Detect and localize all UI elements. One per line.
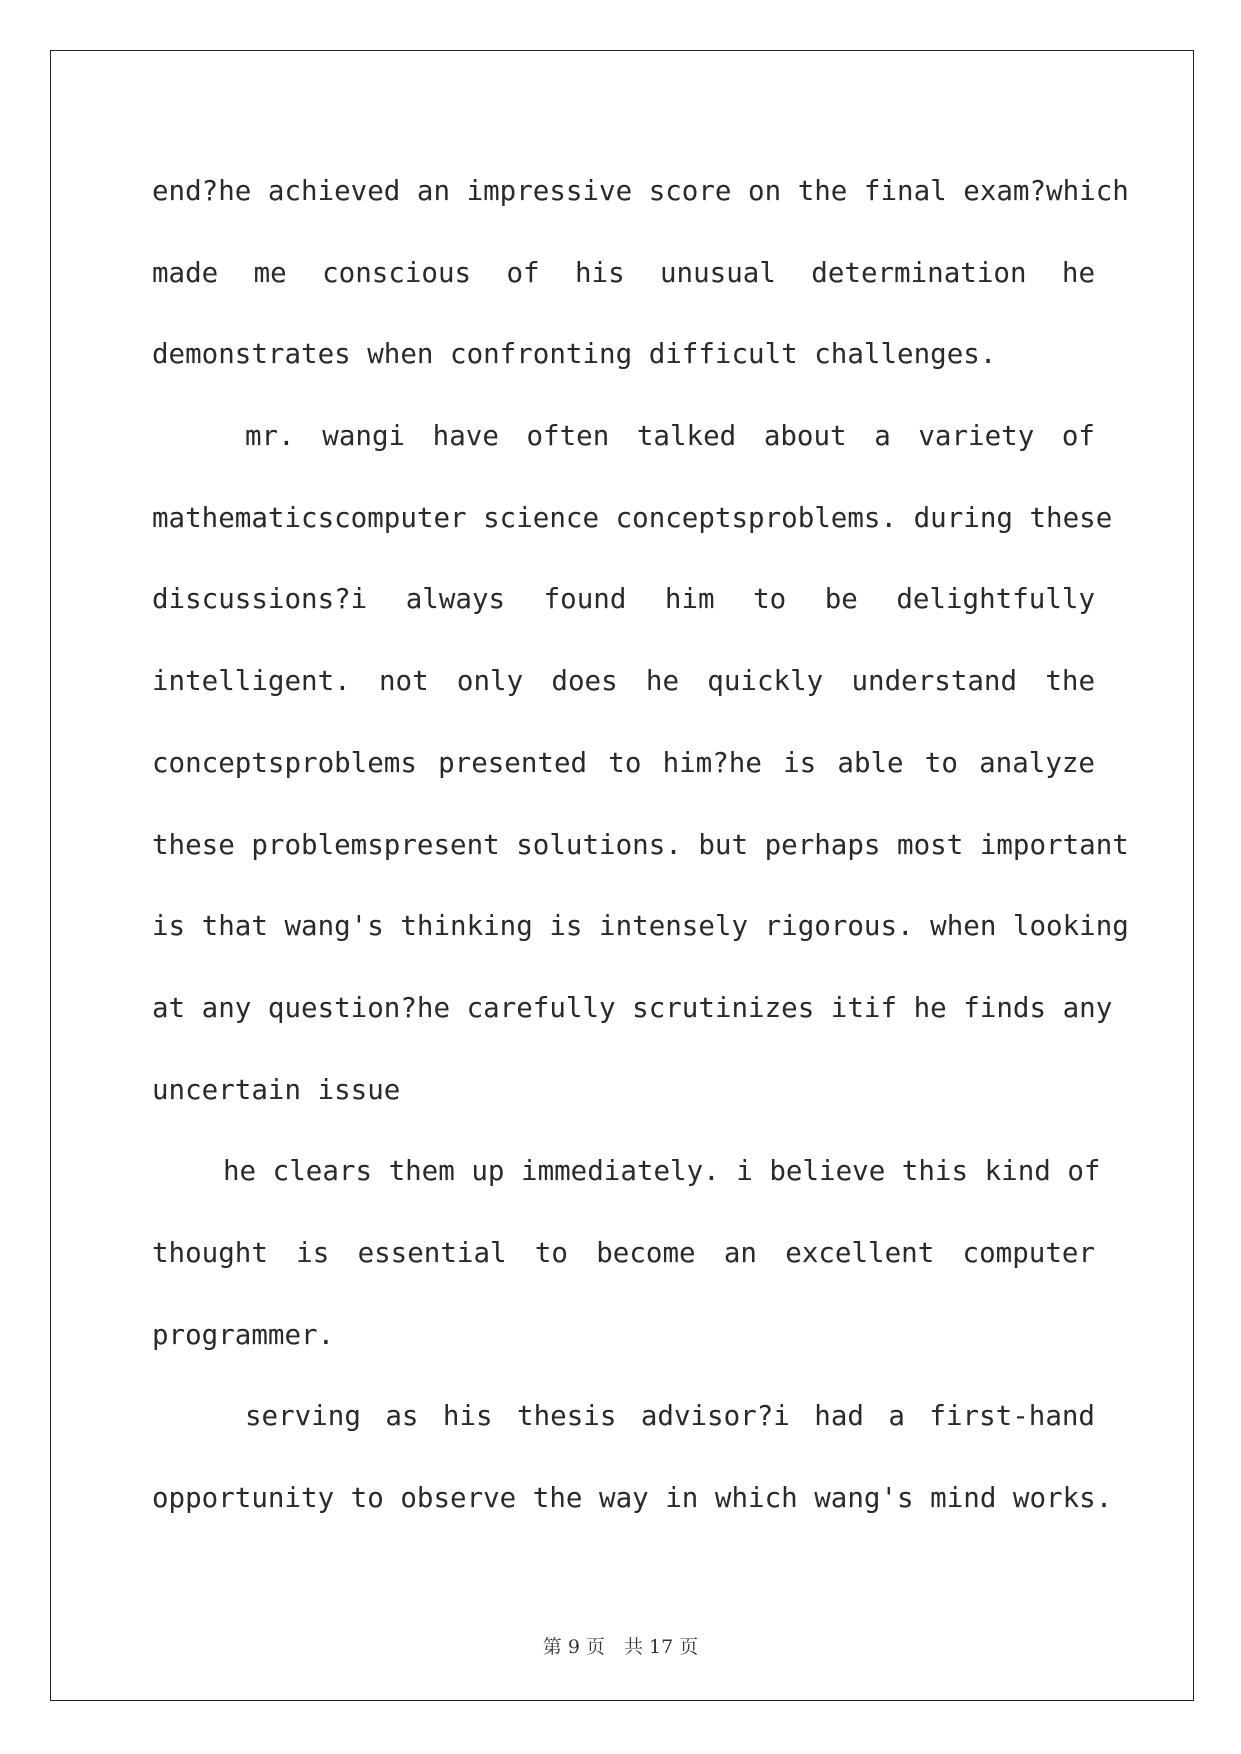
text-line: made me conscious of his unusual determination he bbox=[152, 256, 1095, 289]
text-line: discussions?i always found him to be delightfully bbox=[152, 583, 1095, 616]
text-line: these problemspresent solutions. but perhaps most important bbox=[152, 828, 1129, 861]
text-line: end?he achieved an impressive score on the final exam?which bbox=[152, 175, 1129, 207]
text-line: at any question?he carefully scrutinizes itif he finds any bbox=[152, 991, 1113, 1024]
text-line: opportunity to observe the way in which wang's mind works. bbox=[152, 1482, 1113, 1514]
text-line: he clears them up immediately. i believe this kind of bbox=[223, 1155, 1101, 1188]
text-line: intelligent. not only does he quickly understand the bbox=[152, 665, 1095, 698]
text-line: serving as his thesis advisor?i had a first-hand bbox=[245, 1400, 1095, 1433]
document-body bbox=[152, 151, 1129, 1540]
page-number-footer: 第 9 页 共 17 页 bbox=[542, 1636, 699, 1658]
text-line: demonstrates when confronting difficult challenges. bbox=[152, 338, 997, 371]
text-line: mr. wangi have often talked about a variety of bbox=[245, 420, 1095, 453]
text-line: uncertain issue bbox=[152, 1073, 401, 1106]
text-line: thought is essential to become an excellent computer bbox=[152, 1236, 1095, 1269]
text-line: conceptsproblems presented to him?he is able to analyze bbox=[152, 746, 1095, 779]
text-line: programmer. bbox=[152, 1318, 335, 1351]
text-line: is that wang's thinking is intensely rigorous. when looking bbox=[152, 910, 1129, 943]
text-line: mathematicscomputer science conceptsproblems. during these bbox=[152, 501, 1113, 534]
